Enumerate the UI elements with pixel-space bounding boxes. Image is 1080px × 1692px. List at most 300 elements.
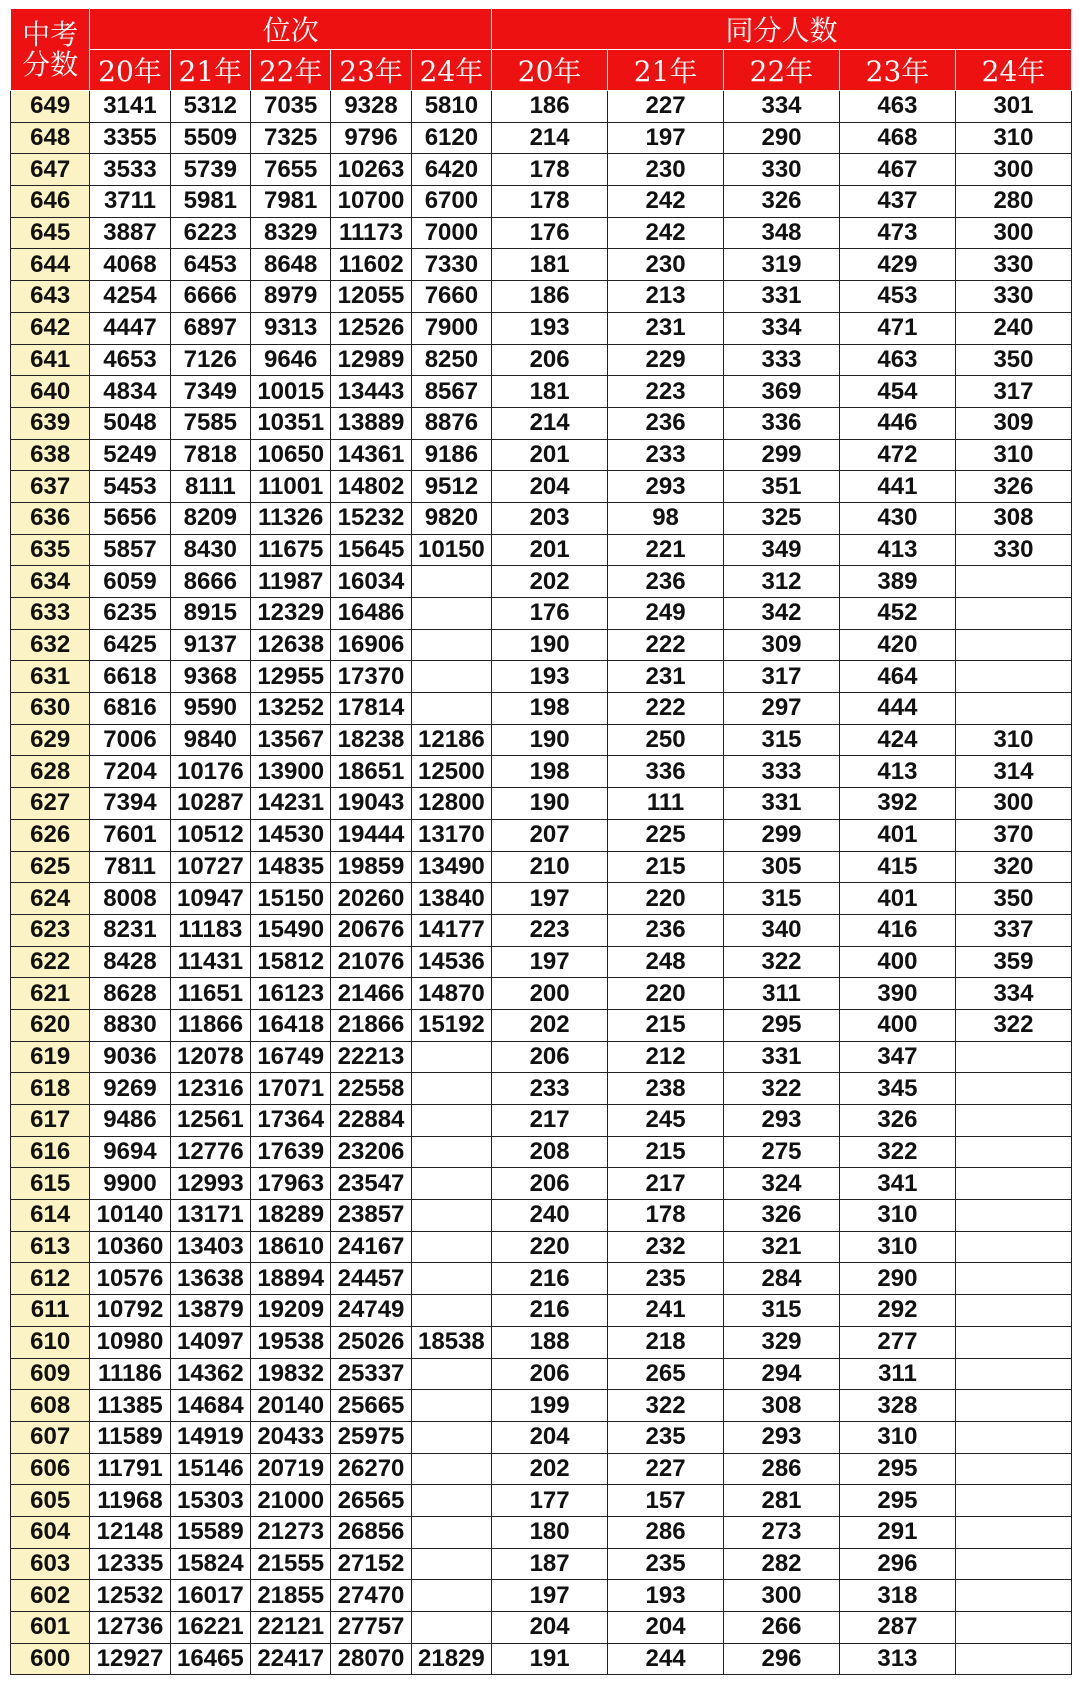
score-cell: 645	[11, 217, 90, 249]
rank-cell: 3887	[90, 217, 170, 249]
rank-cell: 8008	[90, 883, 170, 915]
rank-cell: 11589	[90, 1421, 170, 1453]
score-cell: 630	[11, 693, 90, 725]
table-row	[11, 1200, 1072, 1232]
rank-cell: 15232	[331, 502, 411, 534]
table-row	[11, 661, 1072, 693]
rank-cell: 19209	[251, 1295, 331, 1327]
rank-cell: 25975	[331, 1421, 411, 1453]
score-cell: 624	[11, 883, 90, 915]
same-score-count-cell: 293	[724, 1105, 840, 1137]
rank-cell: 11326	[251, 502, 331, 534]
rank-cell: 4254	[90, 281, 170, 313]
rank-cell: 11001	[251, 471, 331, 503]
same-score-count-cell: 190	[492, 724, 608, 756]
rank-year-header: 22年	[251, 50, 331, 91]
rank-cell: 8979	[251, 281, 331, 313]
same-score-count-cell: 334	[724, 91, 840, 123]
rank-cell: 12055	[331, 281, 411, 313]
same-score-count-cell: 333	[724, 344, 840, 376]
same-score-count-cell: 413	[839, 756, 955, 788]
rank-cell: 13567	[251, 724, 331, 756]
same-score-count-cell: 197	[492, 883, 608, 915]
rank-cell: 15192	[411, 1009, 491, 1041]
same-score-count-cell	[955, 1643, 1071, 1675]
rank-cell: 25337	[331, 1358, 411, 1390]
score-cell: 627	[11, 788, 90, 820]
table-row	[11, 376, 1072, 408]
rank-cell: 18538	[411, 1326, 491, 1358]
same-score-count-cell: 191	[492, 1643, 608, 1675]
rank-cell: 6420	[411, 154, 491, 186]
rank-cell: 8329	[251, 217, 331, 249]
same-score-count-cell: 207	[492, 819, 608, 851]
same-score-count-cell	[955, 1548, 1071, 1580]
same-score-count-cell: 312	[724, 566, 840, 598]
same-score-count-cell: 311	[839, 1358, 955, 1390]
same-score-count-cell: 216	[492, 1263, 608, 1295]
score-cell: 628	[11, 756, 90, 788]
rank-cell: 7035	[251, 91, 331, 123]
rank-cell: 10980	[90, 1326, 170, 1358]
rank-cell	[411, 1421, 491, 1453]
rank-year-header: 21年	[170, 50, 250, 91]
same-score-count-cell: 230	[608, 154, 724, 186]
rank-cell: 13638	[170, 1263, 250, 1295]
same-score-count-cell: 315	[724, 883, 840, 915]
same-score-count-cell: 310	[839, 1421, 955, 1453]
rank-cell: 12561	[170, 1105, 250, 1137]
rank-cell: 21829	[411, 1643, 491, 1675]
table-row	[11, 1612, 1072, 1644]
score-cell: 642	[11, 312, 90, 344]
same-score-count-cell: 215	[608, 851, 724, 883]
same-score-count-cell: 290	[724, 122, 840, 154]
rank-cell: 13403	[170, 1231, 250, 1263]
same-score-count-cell: 215	[608, 1136, 724, 1168]
count-year-header: 24年	[955, 50, 1071, 91]
same-score-count-cell: 337	[955, 914, 1071, 946]
same-score-count-cell: 300	[955, 788, 1071, 820]
rank-cell: 16486	[331, 598, 411, 630]
same-score-count-cell: 275	[724, 1136, 840, 1168]
score-cell: 603	[11, 1548, 90, 1580]
same-score-count-cell	[955, 1231, 1071, 1263]
rank-cell: 12927	[90, 1643, 170, 1675]
table-row	[11, 312, 1072, 344]
rank-cell: 21273	[251, 1516, 331, 1548]
table-row	[11, 1168, 1072, 1200]
rank-cell: 7006	[90, 724, 170, 756]
table-row	[11, 249, 1072, 281]
rank-cell: 15150	[251, 883, 331, 915]
rank-cell: 26565	[331, 1485, 411, 1517]
rank-cell: 16034	[331, 566, 411, 598]
same-score-count-cell: 348	[724, 217, 840, 249]
rank-cell	[411, 566, 491, 598]
rank-cell: 13443	[331, 376, 411, 408]
score-cell: 608	[11, 1390, 90, 1422]
rank-cell: 16465	[170, 1643, 250, 1675]
score-cell: 646	[11, 186, 90, 218]
rank-cell: 4068	[90, 249, 170, 281]
score-cell: 649	[11, 91, 90, 123]
rank-cell: 7601	[90, 819, 170, 851]
count-year-header: 22年	[724, 50, 840, 91]
same-score-count-cell: 349	[724, 534, 840, 566]
same-score-count-cell: 236	[608, 914, 724, 946]
same-score-count-cell: 181	[492, 376, 608, 408]
table-row	[11, 471, 1072, 503]
same-score-count-cell: 325	[724, 502, 840, 534]
score-cell: 644	[11, 249, 90, 281]
same-score-count-cell: 309	[955, 407, 1071, 439]
score-cell: 601	[11, 1612, 90, 1644]
same-score-count-cell: 415	[839, 851, 955, 883]
rank-cell: 27757	[331, 1612, 411, 1644]
rank-cell: 7000	[411, 217, 491, 249]
rank-cell: 15824	[170, 1548, 250, 1580]
same-score-count-cell: 429	[839, 249, 955, 281]
same-score-count-cell: 284	[724, 1263, 840, 1295]
same-score-count-cell: 198	[492, 693, 608, 725]
same-score-count-cell: 208	[492, 1136, 608, 1168]
same-score-count-cell: 322	[608, 1390, 724, 1422]
same-score-count-cell: 318	[839, 1580, 955, 1612]
same-score-count-cell: 328	[839, 1390, 955, 1422]
same-score-count-cell: 273	[724, 1516, 840, 1548]
rank-cell: 12526	[331, 312, 411, 344]
rank-cell: 14684	[170, 1390, 250, 1422]
rank-cell: 10360	[90, 1231, 170, 1263]
corner-label-bottom: 分数	[22, 47, 79, 81]
rank-cell: 9328	[331, 91, 411, 123]
rank-cell: 5048	[90, 407, 170, 439]
rank-cell	[411, 598, 491, 630]
rank-cell: 10287	[170, 788, 250, 820]
rank-cell: 12335	[90, 1548, 170, 1580]
same-score-count-cell: 212	[608, 1041, 724, 1073]
rank-cell: 20676	[331, 914, 411, 946]
rank-cell	[411, 1358, 491, 1390]
score-cell: 631	[11, 661, 90, 693]
table-row	[11, 1295, 1072, 1327]
same-score-count-cell: 295	[839, 1453, 955, 1485]
same-score-count-cell: 334	[955, 978, 1071, 1010]
same-score-count-cell: 222	[608, 629, 724, 661]
rank-cell	[411, 1580, 491, 1612]
same-score-count-cell: 190	[492, 788, 608, 820]
same-score-count-cell: 221	[608, 534, 724, 566]
same-score-count-cell	[955, 1200, 1071, 1232]
same-score-count-cell: 190	[492, 629, 608, 661]
same-score-count-cell: 324	[724, 1168, 840, 1200]
rank-cell: 3711	[90, 186, 170, 218]
rank-cell: 15812	[251, 946, 331, 978]
rank-cell: 4653	[90, 344, 170, 376]
rank-cell: 14177	[411, 914, 491, 946]
rank-cell: 8648	[251, 249, 331, 281]
rank-cell: 11651	[170, 978, 250, 1010]
same-score-count-cell: 265	[608, 1358, 724, 1390]
same-score-count-cell: 294	[724, 1358, 840, 1390]
rank-cell: 19832	[251, 1358, 331, 1390]
rank-cell: 25665	[331, 1390, 411, 1422]
same-score-count-cell: 336	[724, 407, 840, 439]
score-cell: 600	[11, 1643, 90, 1675]
same-score-count-cell: 245	[608, 1105, 724, 1137]
same-score-count-cell: 238	[608, 1073, 724, 1105]
same-score-count-cell: 463	[839, 91, 955, 123]
rank-cell: 12736	[90, 1612, 170, 1644]
table-row	[11, 534, 1072, 566]
rank-cell: 16418	[251, 1009, 331, 1041]
rank-cell: 17370	[331, 661, 411, 693]
score-cell: 618	[11, 1073, 90, 1105]
same-score-count-cell	[955, 1580, 1071, 1612]
same-score-count-cell	[955, 693, 1071, 725]
same-score-count-cell: 326	[724, 186, 840, 218]
rank-cell: 11431	[170, 946, 250, 978]
same-score-count-cell: 197	[608, 122, 724, 154]
same-score-count-cell: 350	[955, 883, 1071, 915]
same-score-count-cell: 242	[608, 186, 724, 218]
rank-cell: 13252	[251, 693, 331, 725]
score-cell: 620	[11, 1009, 90, 1041]
rank-cell: 14919	[170, 1421, 250, 1453]
same-score-count-cell: 286	[724, 1453, 840, 1485]
same-score-count-cell: 203	[492, 502, 608, 534]
table-row	[11, 851, 1072, 883]
rank-cell: 6700	[411, 186, 491, 218]
rank-cell: 11987	[251, 566, 331, 598]
same-score-count-cell: 301	[955, 91, 1071, 123]
same-score-count-cell: 400	[839, 946, 955, 978]
table-row	[11, 629, 1072, 661]
same-score-count-cell: 464	[839, 661, 955, 693]
score-cell: 607	[11, 1421, 90, 1453]
rank-year-header: 20年	[90, 50, 170, 91]
rank-cell: 21076	[331, 946, 411, 978]
same-score-count-cell: 297	[724, 693, 840, 725]
same-score-count-cell: 287	[839, 1612, 955, 1644]
rank-cell: 6453	[170, 249, 250, 281]
rank-cell: 10140	[90, 1200, 170, 1232]
rank-cell: 3533	[90, 154, 170, 186]
rank-cell: 9313	[251, 312, 331, 344]
same-score-count-cell: 186	[492, 91, 608, 123]
table-row	[11, 1485, 1072, 1517]
table-row	[11, 407, 1072, 439]
rank-cell: 8428	[90, 946, 170, 978]
rank-cell: 20433	[251, 1421, 331, 1453]
rank-cell: 14530	[251, 819, 331, 851]
score-cell: 612	[11, 1263, 90, 1295]
same-score-count-cell: 308	[955, 502, 1071, 534]
rank-cell: 12186	[411, 724, 491, 756]
table-row	[11, 1453, 1072, 1485]
same-score-count-cell: 249	[608, 598, 724, 630]
score-cell: 629	[11, 724, 90, 756]
same-score-count-cell: 326	[955, 471, 1071, 503]
rank-cell: 22121	[251, 1612, 331, 1644]
same-score-count-cell: 214	[492, 407, 608, 439]
same-score-count-cell: 319	[724, 249, 840, 281]
rank-cell: 8830	[90, 1009, 170, 1041]
score-cell: 609	[11, 1358, 90, 1390]
same-score-count-cell: 336	[608, 756, 724, 788]
corner-label-top: 中考	[22, 17, 79, 51]
score-cell: 626	[11, 819, 90, 851]
rank-cell: 5810	[411, 91, 491, 123]
score-cell: 605	[11, 1485, 90, 1517]
rank-cell: 11385	[90, 1390, 170, 1422]
count-year-header: 23年	[839, 50, 955, 91]
same-score-count-cell: 230	[608, 249, 724, 281]
rank-cell: 14536	[411, 946, 491, 978]
rank-cell	[411, 661, 491, 693]
rank-cell: 13879	[170, 1295, 250, 1327]
same-score-count-cell: 472	[839, 439, 955, 471]
same-score-count-cell: 342	[724, 598, 840, 630]
same-score-count-cell: 281	[724, 1485, 840, 1517]
rank-cell: 6223	[170, 217, 250, 249]
rank-cell: 12776	[170, 1136, 250, 1168]
same-score-count-cell	[955, 598, 1071, 630]
rank-cell: 8111	[170, 471, 250, 503]
rank-cell: 11866	[170, 1009, 250, 1041]
rank-cell: 18651	[331, 756, 411, 788]
rank-cell: 9900	[90, 1168, 170, 1200]
same-score-count-cell: 473	[839, 217, 955, 249]
rank-cell: 9820	[411, 502, 491, 534]
rank-cell: 27470	[331, 1580, 411, 1612]
same-score-count-cell: 296	[839, 1548, 955, 1580]
same-score-count-cell: 329	[724, 1326, 840, 1358]
rank-cell: 21466	[331, 978, 411, 1010]
rank-cell	[411, 1231, 491, 1263]
rank-cell: 8209	[170, 502, 250, 534]
rank-cell: 17071	[251, 1073, 331, 1105]
score-cell: 641	[11, 344, 90, 376]
count-year-header: 21年	[608, 50, 724, 91]
rank-cell: 19444	[331, 819, 411, 851]
same-score-count-cell: 236	[608, 566, 724, 598]
same-score-count-cell: 293	[724, 1421, 840, 1453]
same-score-count-cell: 210	[492, 851, 608, 883]
rank-cell: 9646	[251, 344, 331, 376]
same-score-count-cell: 314	[955, 756, 1071, 788]
table-row	[11, 122, 1072, 154]
rank-cell: 20260	[331, 883, 411, 915]
rank-cell: 7660	[411, 281, 491, 313]
rank-cell: 18894	[251, 1263, 331, 1295]
score-cell: 638	[11, 439, 90, 471]
rank-cell: 6120	[411, 122, 491, 154]
rank-cell: 22417	[251, 1643, 331, 1675]
same-score-count-cell: 400	[839, 1009, 955, 1041]
rank-cell: 10263	[331, 154, 411, 186]
same-score-count-cell: 180	[492, 1516, 608, 1548]
rank-cell: 28070	[331, 1643, 411, 1675]
rank-cell	[411, 1548, 491, 1580]
same-score-count-cell: 300	[955, 217, 1071, 249]
same-score-count-cell: 178	[492, 154, 608, 186]
same-score-count-cell: 178	[608, 1200, 724, 1232]
same-score-count-cell: 340	[724, 914, 840, 946]
rank-cell: 15490	[251, 914, 331, 946]
same-score-count-cell: 392	[839, 788, 955, 820]
table-row	[11, 1326, 1072, 1358]
same-score-count-cell: 310	[955, 724, 1071, 756]
same-score-count-cell: 217	[608, 1168, 724, 1200]
same-score-count-cell: 197	[492, 946, 608, 978]
rank-cell: 7349	[170, 376, 250, 408]
table-row	[11, 978, 1072, 1010]
score-rank-table-container	[10, 8, 1072, 1675]
score-cell: 637	[11, 471, 90, 503]
same-score-count-cell: 244	[608, 1643, 724, 1675]
same-score-count-cell	[955, 1421, 1071, 1453]
table-header	[11, 9, 1072, 91]
rank-cell: 7655	[251, 154, 331, 186]
same-score-count-cell: 330	[955, 249, 1071, 281]
rank-cell: 16123	[251, 978, 331, 1010]
same-score-count-cell: 232	[608, 1231, 724, 1263]
same-score-count-cell: 216	[492, 1295, 608, 1327]
rank-cell	[411, 1168, 491, 1200]
same-score-count-group-header: 同分人数	[492, 9, 1072, 50]
same-score-count-cell: 111	[608, 788, 724, 820]
same-score-count-cell: 236	[608, 407, 724, 439]
same-score-count-cell	[955, 1358, 1071, 1390]
table-row	[11, 154, 1072, 186]
same-score-count-cell: 193	[492, 312, 608, 344]
same-score-count-cell: 204	[492, 1612, 608, 1644]
same-score-count-cell: 178	[492, 186, 608, 218]
rank-cell: 8430	[170, 534, 250, 566]
same-score-count-cell: 218	[608, 1326, 724, 1358]
same-score-count-cell: 310	[839, 1200, 955, 1232]
rank-cell: 7394	[90, 788, 170, 820]
table-row	[11, 566, 1072, 598]
score-cell: 604	[11, 1516, 90, 1548]
same-score-count-cell: 330	[955, 281, 1071, 313]
same-score-count-cell: 204	[492, 471, 608, 503]
rank-cell: 10700	[331, 186, 411, 218]
same-score-count-cell: 463	[839, 344, 955, 376]
rank-cell: 22884	[331, 1105, 411, 1137]
same-score-count-cell: 322	[724, 946, 840, 978]
rank-cell: 20140	[251, 1390, 331, 1422]
rank-cell: 9796	[331, 122, 411, 154]
rank-cell: 11968	[90, 1485, 170, 1517]
same-score-count-cell: 370	[955, 819, 1071, 851]
rank-cell: 7811	[90, 851, 170, 883]
rank-cell: 14097	[170, 1326, 250, 1358]
same-score-count-cell: 390	[839, 978, 955, 1010]
rank-cell: 7818	[170, 439, 250, 471]
rank-cell: 21855	[251, 1580, 331, 1612]
rank-cell: 23547	[331, 1168, 411, 1200]
same-score-count-cell: 315	[724, 724, 840, 756]
same-score-count-cell	[955, 1073, 1071, 1105]
same-score-count-cell: 369	[724, 376, 840, 408]
rank-cell: 4447	[90, 312, 170, 344]
same-score-count-cell: 326	[839, 1105, 955, 1137]
rank-cell: 8628	[90, 978, 170, 1010]
rank-cell: 18238	[331, 724, 411, 756]
